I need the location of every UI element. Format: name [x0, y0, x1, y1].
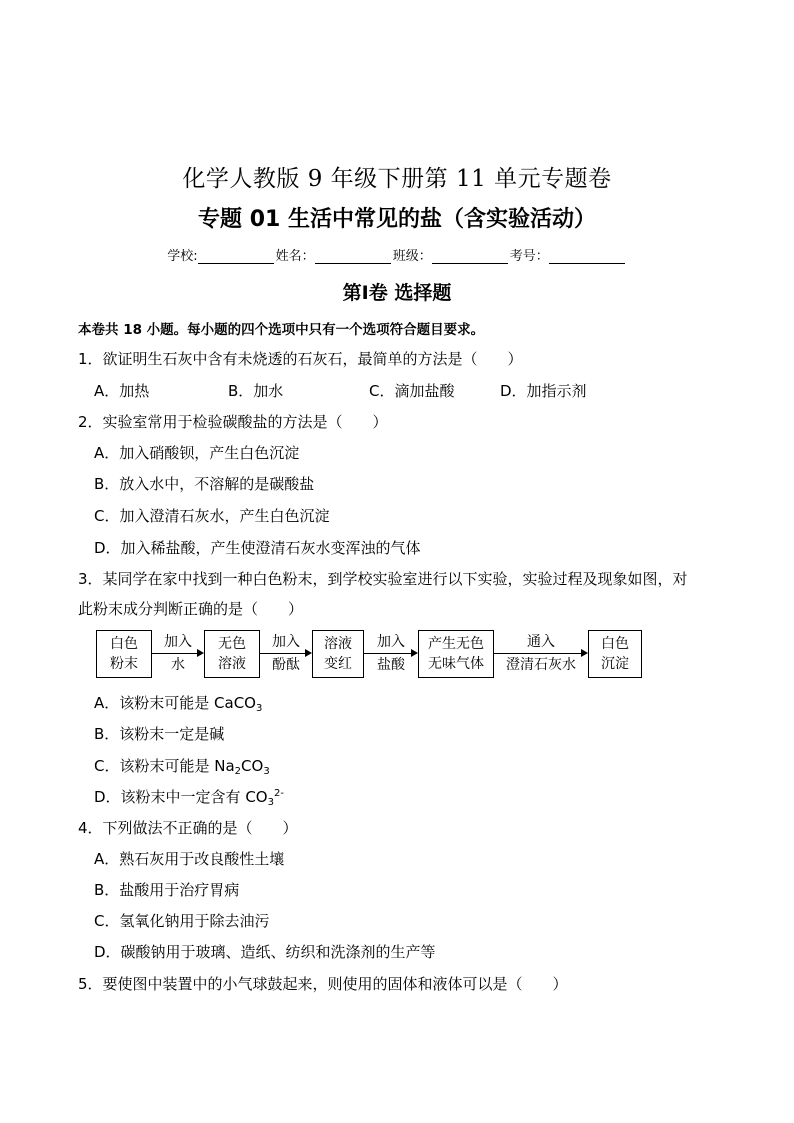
question-2-stem: 2．实验室常用于检验碳酸盐的方法是（ ）: [78, 413, 388, 431]
q3-option-b[interactable]: B．该粉末一定是碱: [94, 725, 225, 743]
flow-box-gas: 产生无色 无味气体: [418, 630, 494, 678]
page-title: 化学人教版 9 年级下册第 11 单元专题卷: [182, 166, 612, 192]
q1-option-a[interactable]: A．加热: [94, 382, 150, 400]
class-label: 班级：: [392, 249, 432, 264]
q1-option-c[interactable]: C．滴加盐酸: [369, 382, 455, 400]
q4-option-a[interactable]: A．熟石灰用于改良酸性土壤: [94, 850, 285, 868]
flow-box-white-powder: 白色 粉末: [96, 630, 152, 678]
q4-option-c[interactable]: C．氢氧化钠用于除去油污: [94, 912, 270, 930]
flow-box-colorless-solution: 无色 溶液: [204, 630, 260, 678]
page-subtitle: 专题 01 生活中常见的盐（含实验活动）: [198, 207, 596, 232]
name-blank[interactable]: [315, 249, 391, 264]
section-instruction: 本卷共 18 小题。每小题的四个选项中只有一个选项符合题目要求。: [78, 322, 485, 338]
q2-option-c[interactable]: C．加入澄清石灰水，产生白色沉淀: [94, 507, 330, 525]
q3-option-a[interactable]: A．该粉末可能是 CaCO$_3$: [94, 694, 263, 714]
question-5-stem: 5．要使图中装置中的小气球鼓起来，则使用的固体和液体可以是（ ）: [78, 975, 568, 993]
q1-option-d[interactable]: D．加指示剂: [500, 382, 587, 400]
question-4-stem: 4．下列做法不正确的是（ ）: [78, 819, 298, 837]
experiment-flow-diagram: 白色 粉末 加入 水 无色 溶液 加入 酚酞 溶液 变红 加入 盐酸 产生无色 无味气体 通入 澄清石灰水 白色 沉淀: [96, 630, 656, 680]
school-blank[interactable]: [198, 249, 274, 264]
class-blank[interactable]: [432, 249, 508, 264]
flow-box-white-precipitate: 白色 沉淀: [588, 630, 642, 678]
section-title: 第Ⅰ卷 选择题: [342, 282, 452, 304]
q2-option-b[interactable]: B．放入水中，不溶解的是碳酸盐: [94, 475, 315, 493]
q3-option-c[interactable]: C．该粉末可能是 $Na_2CO_3$: [94, 757, 270, 777]
q1-option-b[interactable]: B．加水: [228, 382, 284, 400]
flow-box-turns-red: 溶液 变红: [312, 630, 364, 678]
question-3-stem-line1: 3．某同学在家中找到一种白色粉末，到学校实验室进行以下实验，实验过程及现象如图，对: [78, 570, 688, 588]
q3-option-d[interactable]: D．该粉末中一定含有 $CO_3^{2-}$: [94, 788, 284, 808]
number-blank[interactable]: [549, 249, 625, 264]
q2-option-a[interactable]: A．加入硝酸钡，产生白色沉淀: [94, 444, 300, 462]
question-1-stem: 1．欲证明生石灰中含有未烧透的石灰石，最简单的方法是（ ）: [78, 350, 523, 368]
q4-option-d[interactable]: D．碳酸钠用于玻璃、造纸、纺织和洗涤剂的生产等: [94, 943, 436, 961]
student-info-row: [0, 245, 794, 264]
name-label: 姓名：: [275, 249, 315, 264]
q4-option-b[interactable]: B．盐酸用于治疗胃病: [94, 881, 240, 899]
number-label: 考号：: [509, 249, 549, 264]
school-label: 学校:: [167, 249, 198, 264]
question-3-stem-line2: 此粉末成分判断正确的是（ ）: [78, 600, 304, 618]
q2-option-d[interactable]: D．加入稀盐酸，产生使澄清石灰水变浑浊的气体: [94, 539, 421, 557]
